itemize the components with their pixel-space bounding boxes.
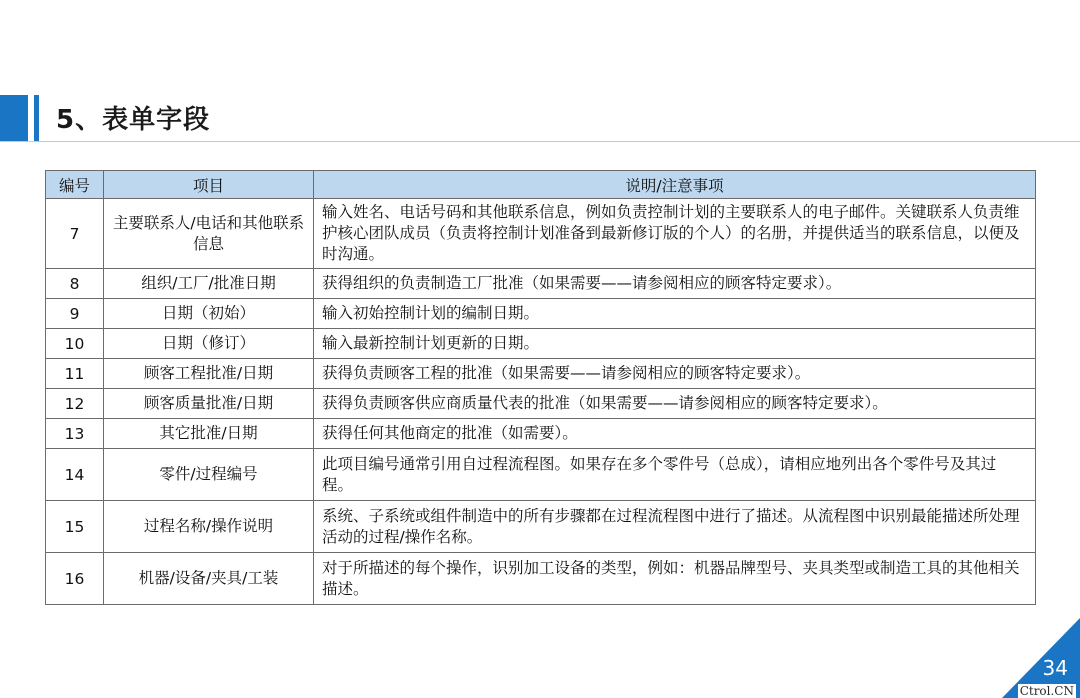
table-row	[46, 359, 1036, 389]
row-description: 获得负责顾客工程的批准（如果需要——请参阅相应的顾客特定要求）。	[314, 359, 1036, 389]
row-number: 15	[46, 501, 104, 553]
row-item: 顾客质量批准/日期	[104, 389, 314, 419]
row-item: 日期（初始）	[104, 299, 314, 329]
row-number: 8	[46, 269, 104, 299]
row-number: 11	[46, 359, 104, 389]
row-number: 9	[46, 299, 104, 329]
row-description: 输入最新控制计划更新的日期。	[314, 329, 1036, 359]
header-description: 说明/注意事项	[314, 171, 1036, 199]
row-item: 过程名称/操作说明	[104, 501, 314, 553]
header-item: 项目	[104, 171, 314, 199]
row-number: 7	[46, 199, 104, 269]
table-row	[46, 389, 1036, 419]
row-item: 组织/工厂/批准日期	[104, 269, 314, 299]
table-row	[46, 419, 1036, 449]
table-row	[46, 199, 1036, 269]
title-bar	[0, 95, 1080, 145]
table-header-row	[46, 171, 1036, 199]
page-number: 34	[1042, 656, 1068, 680]
watermark: Ctrol.CN	[1019, 684, 1074, 698]
table-row	[46, 329, 1036, 359]
table-row	[46, 269, 1036, 299]
row-item: 主要联系人/电话和其他联系信息	[104, 199, 314, 269]
row-number: 13	[46, 419, 104, 449]
row-item: 零件/过程编号	[104, 449, 314, 501]
form-fields-table	[45, 170, 1036, 605]
table-row	[46, 501, 1036, 553]
row-number: 16	[46, 553, 104, 605]
title-divider	[0, 141, 1080, 142]
row-number: 10	[46, 329, 104, 359]
row-description: 系统、子系统或组件制造中的所有步骤都在过程流程图中进行了描述。从流程图中识别最能描述所处理活动的过程/操作名称。	[314, 501, 1036, 553]
header-number: 编号	[46, 171, 104, 199]
row-description: 输入初始控制计划的编制日期。	[314, 299, 1036, 329]
table-row	[46, 449, 1036, 501]
row-item: 机器/设备/夹具/工装	[104, 553, 314, 605]
row-item: 其它批准/日期	[104, 419, 314, 449]
row-number: 14	[46, 449, 104, 501]
row-item: 顾客工程批准/日期	[104, 359, 314, 389]
row-description: 获得组织的负责制造工厂批准（如果需要——请参阅相应的顾客特定要求）。	[314, 269, 1036, 299]
row-description: 此项目编号通常引用自过程流程图。如果存在多个零件号（总成），请相应地列出各个零件号及其过程。	[314, 449, 1036, 501]
row-number: 12	[46, 389, 104, 419]
table-row	[46, 299, 1036, 329]
title-accent-line	[34, 95, 39, 142]
row-item: 日期（修订）	[104, 329, 314, 359]
page-title: 5、表单字段	[56, 105, 211, 135]
row-description: 对于所描述的每个操作，识别加工设备的类型，例如：机器品牌型号、夹具类型或制造工具的其他相关描述。	[314, 553, 1036, 605]
row-description: 输入姓名、电话号码和其他联系信息，例如负责控制计划的主要联系人的电子邮件。关键联系人负责维护核心团队成员（负责将控制计划准备到最新修订版的个人）的名册，并提供适当的联系信息，以便及时沟通。	[314, 199, 1036, 269]
row-description: 获得负责顾客供应商质量代表的批准（如果需要——请参阅相应的顾客特定要求）。	[314, 389, 1036, 419]
title-accent-bar	[0, 95, 28, 142]
table-row	[46, 553, 1036, 605]
row-description: 获得任何其他商定的批准（如需要）。	[314, 419, 1036, 449]
